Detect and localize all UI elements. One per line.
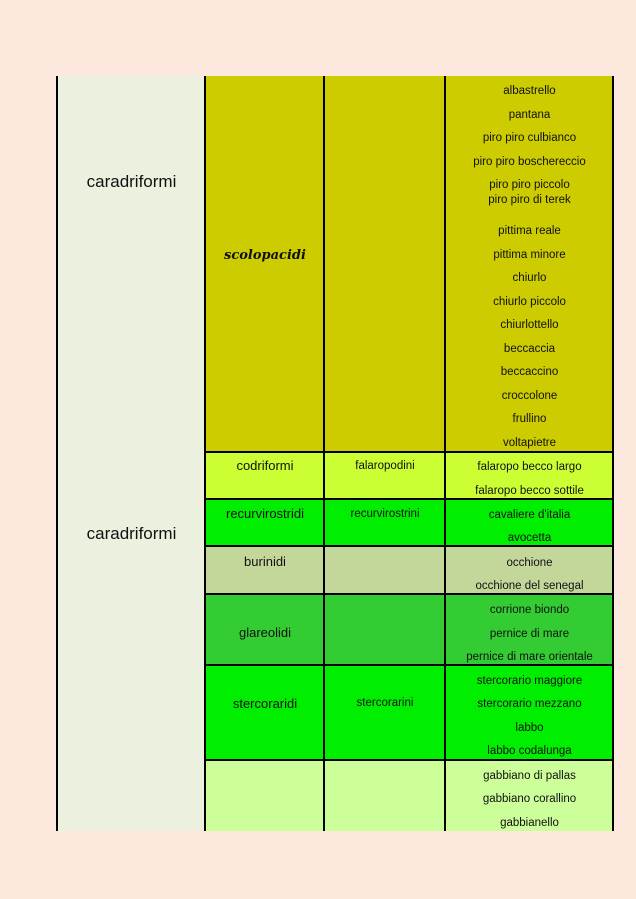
- species-item: piro piro culbianco: [482, 132, 577, 144]
- grid-line: [323, 76, 325, 831]
- species-item: labbo codalunga: [487, 745, 572, 757]
- species-item: avocetta: [507, 532, 552, 544]
- species-item: beccaccino: [500, 366, 559, 378]
- family-label: glareolidi: [238, 625, 292, 640]
- order-label: caradriformi: [86, 524, 177, 543]
- species-item: pernice di mare: [489, 628, 570, 640]
- species-item: pittima reale: [498, 225, 561, 237]
- subfamily-label: stercorarini: [356, 697, 414, 709]
- species-item: corrione biondo: [489, 604, 570, 616]
- family-label: codriformi: [236, 458, 294, 473]
- species-item: beccaccia: [503, 343, 556, 355]
- species-item: frullino: [512, 413, 547, 425]
- species-list: [446, 0, 613, 899]
- species-item: chiurlo: [512, 272, 547, 284]
- species-item: chiurlo piccolo: [493, 296, 566, 308]
- species-item: chiurlottello: [500, 319, 559, 331]
- species-item: stercorario maggiore: [476, 675, 583, 687]
- species-item: pittima minore: [493, 249, 566, 261]
- subfamily-label: recurvirostrini: [350, 508, 420, 520]
- subfamily-label: falaropodini: [355, 460, 415, 472]
- species-item: gabbianello: [500, 817, 559, 829]
- species-item: occhione: [506, 557, 553, 569]
- species-item: pernice di mare orientale: [466, 651, 593, 663]
- species-item: croccolone: [501, 390, 558, 402]
- species-item: occhione del senegal: [475, 580, 584, 592]
- family-label: recurvirostridi: [225, 506, 304, 521]
- species-item: cavaliere d'italia: [488, 509, 571, 521]
- family-label: scolopacidi: [224, 248, 306, 263]
- species-item: piro piro piccolo: [489, 179, 570, 191]
- species-item: stercorario mezzano: [477, 698, 582, 710]
- species-item: piro piro di terek: [488, 194, 571, 206]
- species-item: falaropo becco largo: [477, 461, 582, 473]
- species-item: labbo: [515, 722, 544, 734]
- species-item: albastrello: [503, 85, 556, 97]
- family-label: burinidi: [244, 554, 286, 569]
- family-label: stercoraridi: [232, 696, 298, 711]
- species-item: falaropo becco sottile: [475, 485, 584, 497]
- species-item: piro piro boschereccio: [473, 156, 586, 168]
- species-item: gabbiano di pallas: [483, 770, 576, 782]
- species-item: pantana: [508, 109, 551, 121]
- species-item: voltapietre: [502, 437, 557, 449]
- species-item: gabbiano corallino: [482, 793, 577, 805]
- order-label: caradriformi: [86, 172, 177, 191]
